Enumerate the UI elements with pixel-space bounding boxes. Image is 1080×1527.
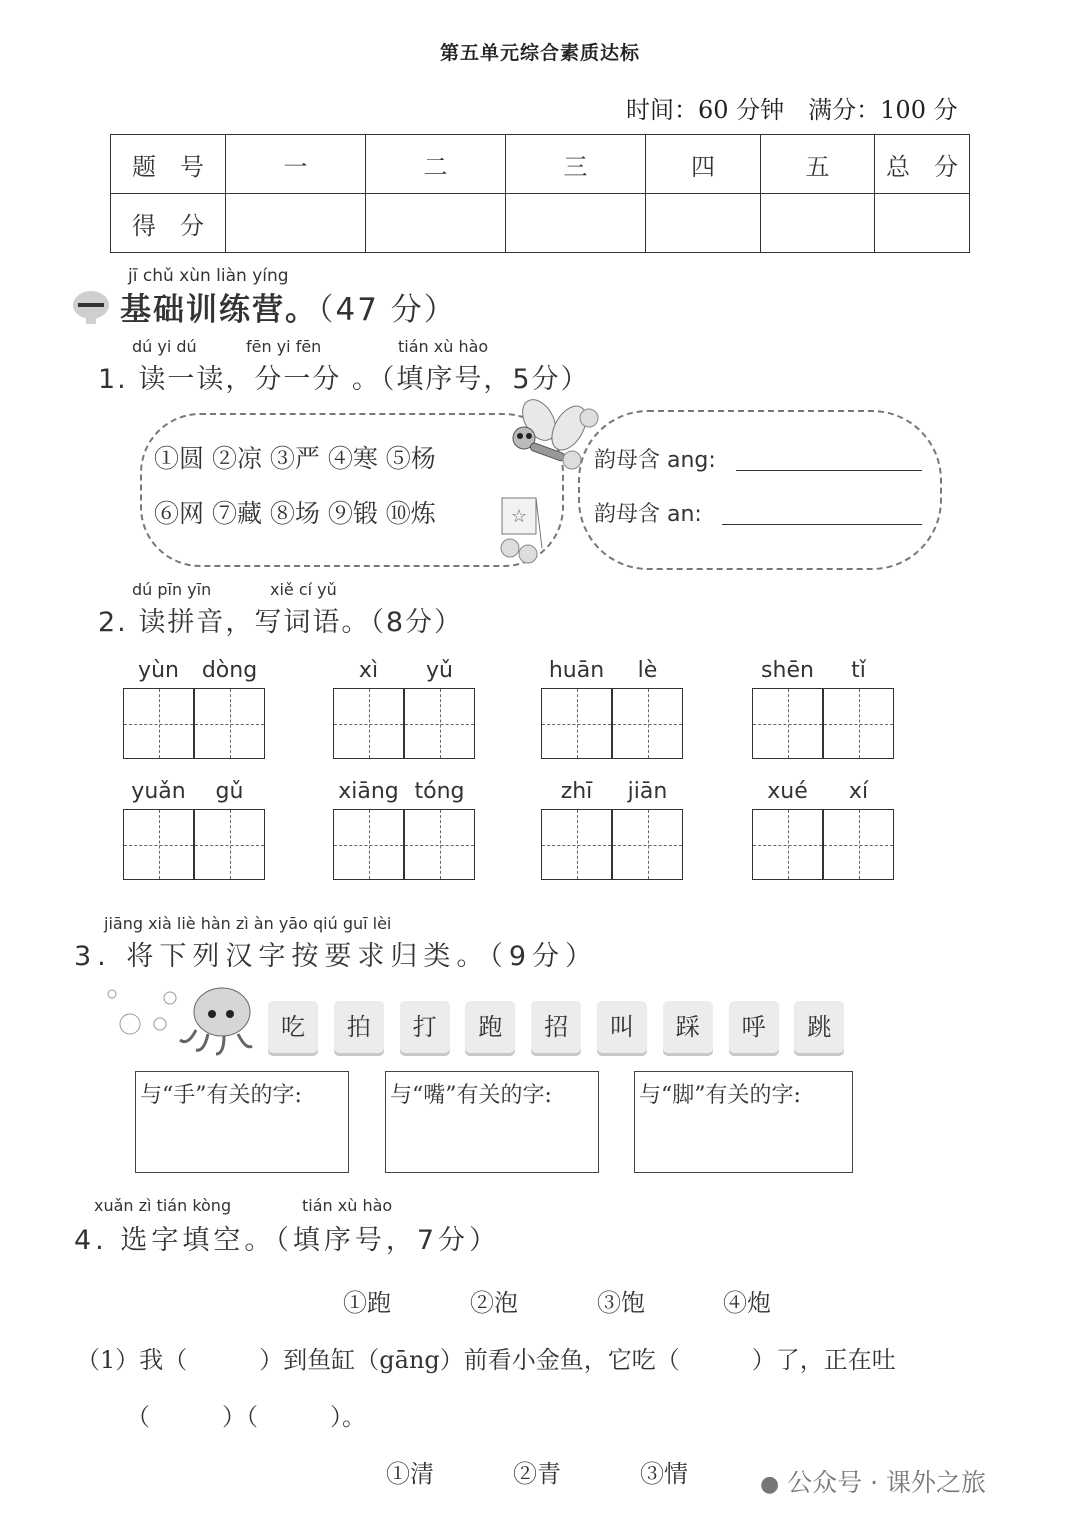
q2-pinyin-syllable: jiān (627, 779, 668, 804)
q3-pinyin: jiāng xià liè hàn zì àn yāo qiú guī lèi (104, 914, 392, 933)
q2-pinyin-syllable: tǐ (851, 658, 866, 683)
q3-box-hand[interactable]: 与“手”有关的字: (135, 1071, 349, 1173)
q1-pinyin-2: fēn yi fēn (246, 337, 322, 356)
svg-text:☆: ☆ (510, 506, 528, 527)
watermark-text: 公众号 · 课外之旅 (787, 1468, 986, 1497)
score-input-cell[interactable] (226, 194, 366, 253)
table-cell: 三 (506, 135, 646, 194)
q2-pinyin-syllable: xué (767, 779, 808, 804)
q2-writing-cell[interactable] (123, 809, 194, 880)
q3-char-tile[interactable]: 跳 (794, 1001, 844, 1053)
q2-writing-cell[interactable] (194, 809, 265, 880)
score-input-cell[interactable] (761, 194, 875, 253)
q3-char-tile[interactable]: 跑 (465, 1001, 515, 1053)
q2-writing-cell[interactable] (123, 688, 194, 759)
q3-question: 3. 将下列汉字按要求归类。（9分） (74, 941, 599, 972)
table-cell: 得 分 (111, 194, 226, 253)
q2-pinyin-1: dú pīn yīn (132, 580, 212, 599)
q1-label-an: 韵母含 an: (594, 502, 702, 527)
q3-box-foot[interactable]: 与“脚”有关的字: (634, 1071, 853, 1173)
q2-pinyin-syllable: yuǎn (131, 779, 186, 804)
score-input-cell[interactable] (506, 194, 646, 253)
q2-pinyin-syllable: xiāng (338, 779, 399, 804)
q2-pinyin-syllable: dòng (201, 658, 258, 683)
page-title: 第五单元综合素质达标 (439, 42, 640, 64)
q3-char-tile[interactable]: 招 (531, 1001, 581, 1053)
q4-option: ③饱 (597, 1289, 645, 1317)
q4-option: ②泡 (470, 1289, 518, 1317)
q2-writing-cell[interactable] (823, 809, 894, 880)
q1-answer-ang-line[interactable] (736, 470, 922, 471)
q1-pinyin-1: dú yi dú (132, 337, 197, 356)
watermark (760, 1463, 986, 1499)
table-cell: 四 (646, 135, 761, 194)
q2-writing-cell[interactable] (612, 809, 683, 880)
q4-sentence1: （1）我（ ）到鱼缸（gāng）前看小金鱼，它吃（ ）了，正在吐 (76, 1346, 896, 1374)
q2-pinyin-syllable: huān (548, 658, 605, 683)
q2-writing-cell[interactable] (823, 688, 894, 759)
q2-question: 2. 读拼音，写词语。（8分） (98, 607, 464, 638)
section1-title (120, 284, 457, 329)
q1-chars-row2: ⑥网 ⑦藏 ⑧场 ⑨锻 ⑩炼 (154, 499, 436, 528)
q4-sentence1-cont: （ ）（ ）。 (126, 1403, 366, 1431)
q3-box-mouth[interactable]: 与“嘴”有关的字: (385, 1071, 599, 1173)
q2-writing-cell[interactable] (541, 809, 612, 880)
time-info: 时间：60 分钟 满分：100 分 (626, 96, 958, 124)
q1-question: 1. 读一读，分一分 。（填序号，5分） (98, 364, 590, 395)
score-table-header-row (111, 135, 970, 194)
wechat-icon: ● (760, 1472, 780, 1497)
q1-chars-row1: ①圆 ②凉 ③严 ④寒 ⑤杨 (154, 444, 436, 473)
q4-option: ④炮 (723, 1289, 771, 1317)
q4-pinyin-2: tián xù hào (302, 1196, 393, 1215)
q2-writing-cell[interactable] (541, 688, 612, 759)
section1-pinyin: jī chǔ xùn liàn yíng (128, 266, 289, 286)
q2-pinyin-syllable: yǔ (426, 658, 453, 683)
q4-option: ①跑 (343, 1289, 391, 1317)
q2-writing-cell[interactable] (194, 688, 265, 759)
score-input-cell[interactable] (366, 194, 506, 253)
q3-char-tile[interactable]: 叫 (597, 1001, 647, 1053)
q2-pinyin-syllable: yùn (138, 658, 179, 683)
q2-pinyin-syllable: shēn (761, 658, 814, 683)
table-cell: 题 号 (111, 135, 226, 194)
q1-pinyin-3: tián xù hào (398, 337, 489, 356)
q2-writing-cell[interactable] (333, 809, 404, 880)
q1-label-ang: 韵母含 ang: (594, 448, 716, 473)
section1-title-text: 基础训练营。 (120, 292, 318, 328)
table-cell: 总 分 (875, 135, 970, 194)
q2-pinyin-syllable: tóng (414, 779, 465, 804)
q3-char-tile[interactable]: 打 (400, 1001, 450, 1053)
q2-pinyin-syllable: xí (848, 779, 869, 804)
q2-writing-cell[interactable] (333, 688, 404, 759)
q2-pinyin-syllable: gǔ (215, 779, 244, 804)
q4-option: ③情 (640, 1460, 688, 1488)
q2-pinyin-syllable: lè (637, 658, 658, 683)
q3-char-tile[interactable]: 踩 (663, 1001, 713, 1053)
octopus-icon (100, 984, 260, 1056)
section-badge-icon (72, 288, 110, 326)
section1-score: （47 分） (318, 292, 457, 328)
q1-answer-an-line[interactable] (722, 524, 922, 525)
q3-char-tile[interactable]: 拍 (334, 1001, 384, 1053)
q3-char-tile[interactable]: 呼 (729, 1001, 779, 1053)
q2-pinyin-2: xiě cí yǔ (270, 580, 337, 599)
q4-pinyin-1: xuǎn zì tián kòng (94, 1196, 232, 1215)
table-cell: 二 (366, 135, 506, 194)
q4-option: ②青 (513, 1460, 561, 1488)
score-input-cell[interactable] (646, 194, 761, 253)
score-table-score-row (111, 194, 970, 253)
q4-option: ①清 (386, 1460, 434, 1488)
score-table (110, 134, 970, 253)
table-cell: 五 (761, 135, 875, 194)
q2-writing-cell[interactable] (752, 688, 823, 759)
q2-writing-cell[interactable] (404, 809, 475, 880)
q2-pinyin-syllable: zhī (560, 779, 593, 804)
q2-pinyin-syllable: xì (358, 658, 379, 683)
q2-writing-cell[interactable] (404, 688, 475, 759)
q1-answer-cloud (578, 410, 942, 570)
q2-writing-cell[interactable] (752, 809, 823, 880)
q2-writing-cell[interactable] (612, 688, 683, 759)
q3-char-tile[interactable]: 吃 (268, 1001, 318, 1053)
table-cell: 一 (226, 135, 366, 194)
q4-question: 4. 选字填空。（填序号，7分） (74, 1225, 501, 1256)
score-input-cell[interactable] (875, 194, 970, 253)
